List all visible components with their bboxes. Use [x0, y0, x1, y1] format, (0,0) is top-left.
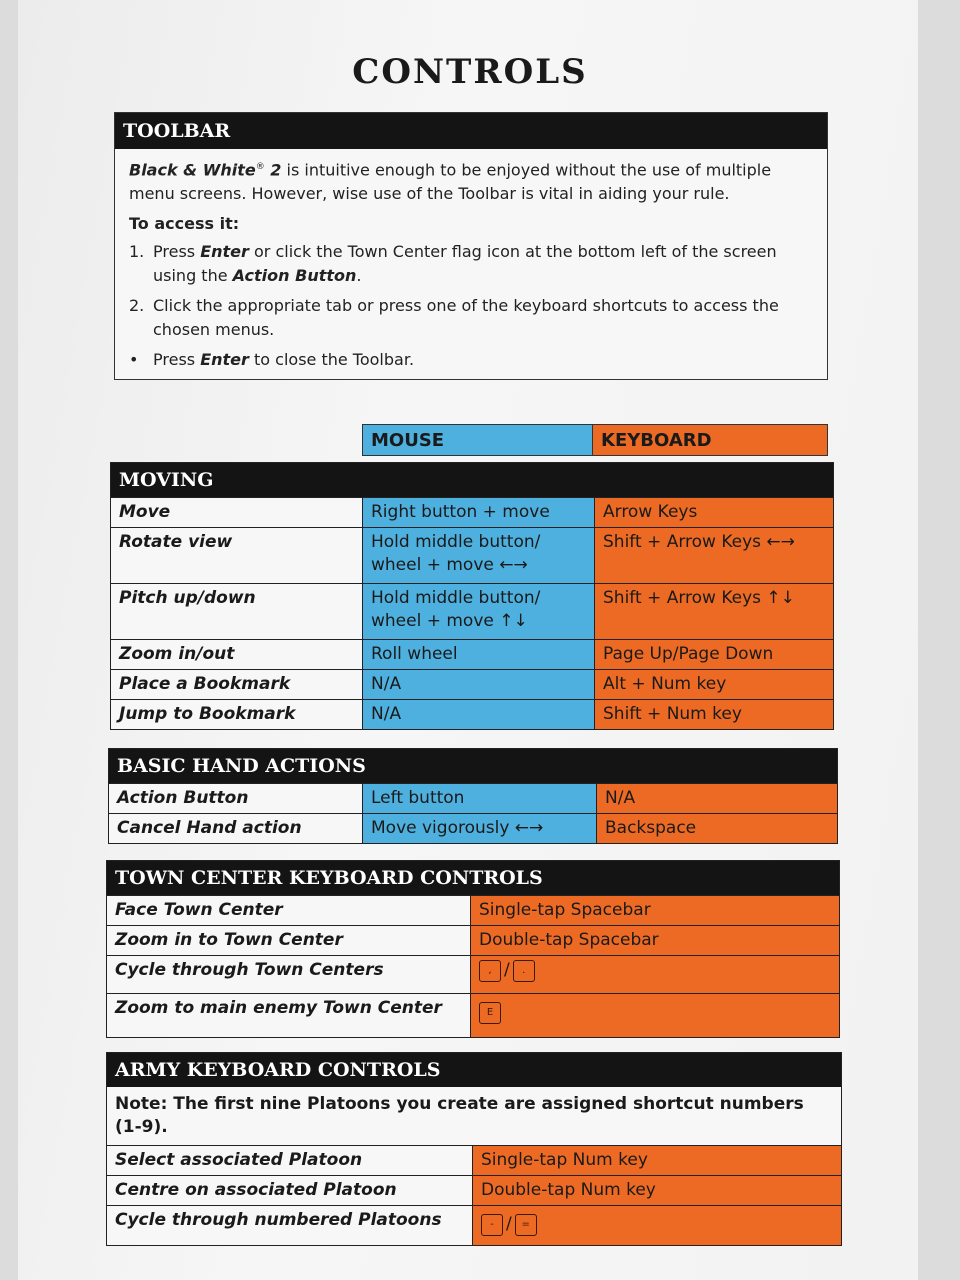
keyboard-cell: Single-tap Spacebar: [471, 896, 839, 925]
action-cell: Cancel Hand action: [109, 814, 363, 843]
keyboard-cell: Alt + Num key: [595, 670, 833, 699]
toolbar-content: [115, 149, 827, 378]
keyboard-cell: Single-tap Num key: [473, 1146, 841, 1175]
step-1: [129, 240, 813, 288]
step-1-c: .: [356, 266, 362, 286]
enter-key-label: Enter: [200, 242, 249, 262]
action-cell: Move: [111, 498, 363, 527]
game-name: Black & White: [129, 160, 256, 180]
key-separator: /: [506, 1214, 512, 1234]
action-cell: Pitch up/down: [111, 584, 363, 639]
toolbar-heading: TOOLBAR: [115, 113, 827, 149]
mouse-cell: Roll wheel: [363, 640, 595, 669]
keyboard-cell: Shift + Arrow Keys ←→: [595, 528, 833, 583]
comma-key-icon: ,: [479, 960, 501, 982]
table-row: [107, 993, 839, 1037]
page-title: CONTROLS: [352, 52, 588, 92]
army-note: Note: The first nine Platoons you create are assigned shortcut numbers (1-9).: [115, 1094, 804, 1137]
action-cell: Zoom to main enemy Town Center: [107, 994, 471, 1037]
moving-section: [110, 462, 834, 730]
action-cell: Place a Bookmark: [111, 670, 363, 699]
table-row: [109, 783, 837, 813]
table-row: [107, 925, 839, 955]
keyboard-cell: Backspace: [597, 814, 837, 843]
keyboard-cell: Page Up/Page Down: [595, 640, 833, 669]
keyboard-cell: Shift + Arrow Keys ↑↓: [595, 584, 833, 639]
town-center-heading: TOWN CENTER KEYBOARD CONTROLS: [107, 861, 839, 895]
hand-actions-heading: BASIC HAND ACTIONS: [109, 749, 837, 783]
mouse-cell: N/A: [363, 700, 595, 729]
e-key-icon: E: [479, 1002, 501, 1024]
mouse-cell: Hold middle button/ wheel + move ↑↓: [363, 584, 595, 639]
table-row: [111, 669, 833, 699]
equals-key-icon: =: [515, 1214, 537, 1236]
toolbar-box: [114, 112, 828, 380]
moving-heading: MOVING: [111, 463, 833, 497]
keyboard-cell: Arrow Keys: [595, 498, 833, 527]
step-2-text: Click the appropriate tab or press one of the keyboard shortcuts to access the chosen menus.: [153, 296, 779, 340]
access-heading: To access it:: [129, 214, 240, 234]
step-1-number: 1.: [129, 242, 145, 262]
action-cell: Select associated Platoon: [107, 1146, 473, 1175]
game-number: 2: [264, 160, 282, 180]
table-row: [107, 1205, 841, 1245]
action-button-label: Action Button: [232, 266, 357, 286]
registered-mark: ®: [255, 162, 265, 172]
keyboard-cell: Double-tap Num key: [473, 1176, 841, 1205]
action-cell: Action Button: [109, 784, 363, 813]
close-toolbar-bullet: [129, 348, 813, 372]
keyboard-cell: N/A: [597, 784, 837, 813]
army-section: [106, 1052, 842, 1246]
action-cell: Centre on associated Platoon: [107, 1176, 473, 1205]
action-cell: Rotate view: [111, 528, 363, 583]
table-row: [109, 813, 837, 843]
step-1-b: or click the Town Center flag icon at the bottom left of the screen using the: [153, 242, 777, 286]
mouse-cell: Left button: [363, 784, 597, 813]
table-row: [111, 639, 833, 669]
table-row: [111, 699, 833, 729]
table-row: [107, 1175, 841, 1205]
period-key-icon: .: [513, 960, 535, 982]
mouse-cell: N/A: [363, 670, 595, 699]
keyboard-cell: [473, 1206, 841, 1245]
action-cell: Cycle through Town Centers: [107, 956, 471, 993]
keyboard-cell: [471, 956, 839, 993]
table-row: [111, 527, 833, 583]
step-2: [129, 294, 813, 342]
action-cell: Face Town Center: [107, 896, 471, 925]
action-cell: Zoom in/out: [111, 640, 363, 669]
keyboard-column-header: KEYBOARD: [592, 424, 828, 456]
table-row: [107, 955, 839, 993]
bullet-b: to close the Toolbar.: [248, 350, 415, 370]
mouse-cell: Move vigorously ←→: [363, 814, 597, 843]
minus-key-icon: -: [481, 1214, 503, 1236]
table-row: [111, 583, 833, 639]
table-row: [107, 1145, 841, 1175]
mouse-cell: Right button + move: [363, 498, 595, 527]
action-cell: Zoom in to Town Center: [107, 926, 471, 955]
intro-text: is intuitive enough to be enjoyed without the use of multiple menu screens. However, wise use of the Toolbar is vital in aiding your rule.: [129, 160, 772, 204]
town-center-section: [106, 860, 840, 1038]
hand-actions-section: [108, 748, 838, 844]
step-2-number: 2.: [129, 296, 145, 316]
key-separator: /: [504, 960, 510, 980]
army-heading: ARMY KEYBOARD CONTROLS: [107, 1053, 841, 1087]
toolbar-intro: [129, 155, 813, 206]
step-1-text: [153, 240, 813, 288]
table-row: [107, 895, 839, 925]
mouse-column-header: MOUSE: [362, 424, 594, 456]
enter-key-label-2: Enter: [200, 350, 249, 370]
keyboard-cell: Double-tap Spacebar: [471, 926, 839, 955]
keyboard-cell: Shift + Num key: [595, 700, 833, 729]
table-row: [111, 497, 833, 527]
mouse-cell: Hold middle button/ wheel + move ←→: [363, 528, 595, 583]
bullet-text: [153, 348, 414, 372]
bullet-icon: •: [129, 350, 139, 370]
keyboard-cell: [471, 994, 839, 1037]
bullet-a: Press: [153, 350, 201, 370]
action-cell: Jump to Bookmark: [111, 700, 363, 729]
action-cell: Cycle through numbered Platoons: [107, 1206, 473, 1245]
step-1-a: Press: [153, 242, 201, 262]
